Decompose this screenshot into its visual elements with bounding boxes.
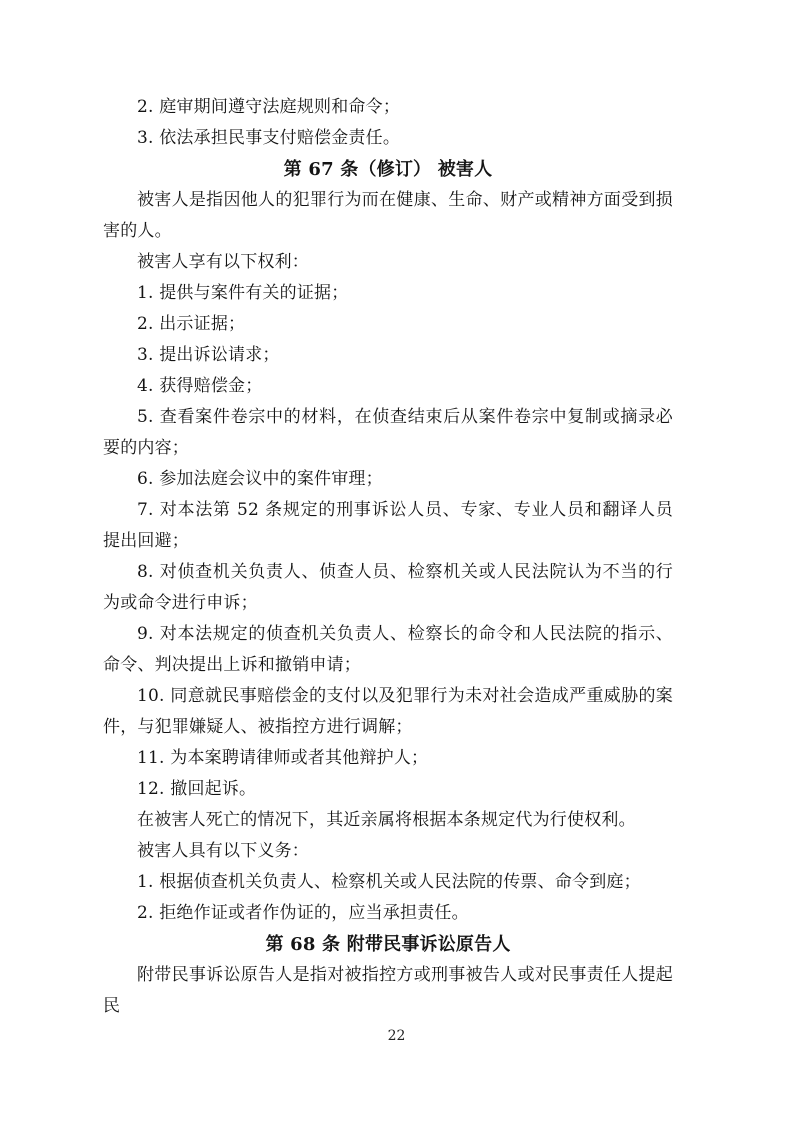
paragraph: 在被害人死亡的情况下，其近亲属将根据本条规定代为行使权利。 xyxy=(137,810,636,830)
paragraph: 12. 撤回起诉。 xyxy=(137,779,257,799)
paragraph: 附带民事诉讼原告人是指对被指控方或刑事被告人或对民事责任人提起民 xyxy=(103,965,673,1016)
document-body xyxy=(103,92,673,1022)
paragraph: 2. 拒绝作证或者作伪证的，应当承担责任。 xyxy=(137,903,469,923)
paragraph: 1. 根据侦查机关负责人、检察机关或人民法院的传票、命令到庭； xyxy=(137,872,641,892)
paragraph: 2. 出示证据； xyxy=(137,314,246,334)
paragraph: 10. 同意就民事赔偿金的支付以及犯罪行为未对社会造成严重威胁的案件，与犯罪嫌疑人、被指控方进行调解； xyxy=(103,686,673,737)
paragraph: 6. 参加法庭会议中的案件审理； xyxy=(137,469,383,489)
paragraph: 3. 提出诉讼请求； xyxy=(137,345,280,365)
paragraph: 被害人是指因他人的犯罪行为而在健康、生命、财产或精神方面受到损害的人。 xyxy=(103,190,673,241)
article-heading: 第 67 条（修订） 被害人 xyxy=(283,159,493,180)
paragraph: 3. 依法承担民事支付赔偿金责任。 xyxy=(137,128,401,148)
paragraph: 4. 获得赔偿金； xyxy=(137,376,263,396)
paragraph: 5. 查看案件卷宗中的材料，在侦查结束后从案件卷宗中复制或摘录必要的内容； xyxy=(103,407,673,458)
paragraph: 7. 对本法第 52 条规定的刑事诉讼人员、专家、专业人员和翻译人员提出回避； xyxy=(103,500,673,551)
article-heading: 第 68 条 附带民事诉讼原告人 xyxy=(265,934,511,955)
paragraph: 8. 对侦查机关负责人、侦查人员、检察机关或人民法院认为不当的行为或命令进行申诉； xyxy=(103,562,673,613)
paragraph: 11. 为本案聘请律师或者其他辩护人； xyxy=(137,748,429,768)
paragraph: 1. 提供与案件有关的证据； xyxy=(137,283,349,303)
page-number: 22 xyxy=(387,1028,406,1044)
paragraph: 被害人具有以下义务： xyxy=(137,841,309,861)
paragraph: 被害人享有以下权利： xyxy=(137,252,309,272)
paragraph: 9. 对本法规定的侦查机关负责人、检察长的命令和人民法院的指示、命令、判决提出上诉和撤销申请； xyxy=(103,624,673,675)
paragraph: 2. 庭审期间遵守法庭规则和命令； xyxy=(137,97,401,117)
